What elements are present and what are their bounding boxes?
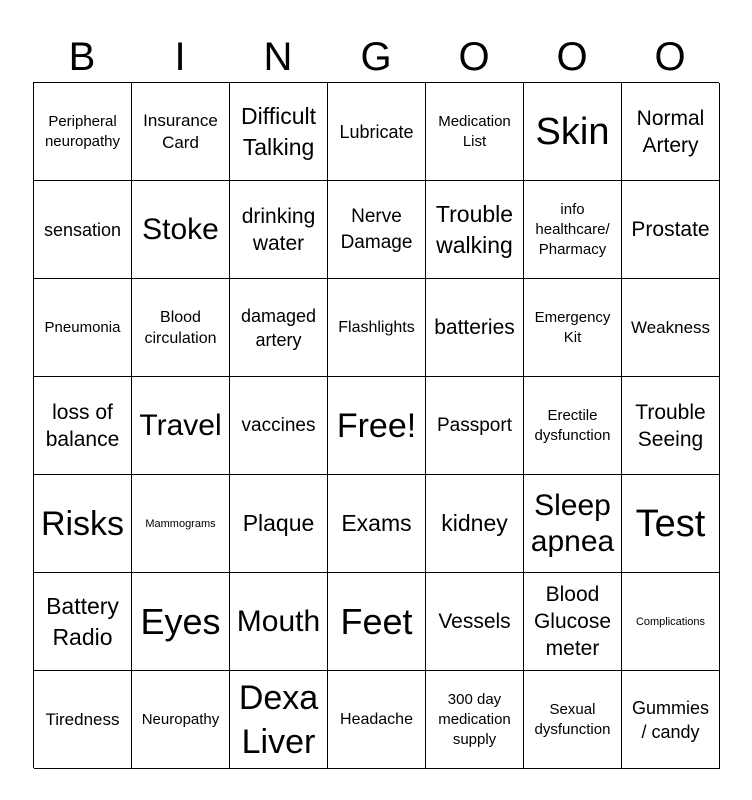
bingo-cell[interactable]: Neuropathy — [132, 671, 230, 769]
bingo-cell[interactable]: Stoke — [132, 181, 230, 279]
bingo-cell[interactable]: Weakness — [622, 279, 720, 377]
bingo-cell[interactable]: damaged artery — [230, 279, 328, 377]
bingo-cell[interactable]: Insurance Card — [132, 83, 230, 181]
bingo-cell[interactable]: Headache — [328, 671, 426, 769]
bingo-cell[interactable]: Battery Radio — [34, 573, 132, 671]
bingo-cell[interactable]: Sexual dysfunction — [524, 671, 622, 769]
bingo-cell[interactable]: Pneumonia — [34, 279, 132, 377]
bingo-grid — [33, 82, 719, 768]
bingo-cell[interactable]: Erectile dysfunction — [524, 377, 622, 475]
bingo-cell[interactable]: Emergency Kit — [524, 279, 622, 377]
bingo-cell[interactable]: Test — [622, 475, 720, 573]
bingo-cell[interactable]: Exams — [328, 475, 426, 573]
header-letter-4: G — [360, 35, 392, 79]
header-letter-1: B — [68, 35, 96, 79]
bingo-cell[interactable]: Passport — [426, 377, 524, 475]
header-letter-5: O — [458, 35, 490, 79]
bingo-cell[interactable]: Free! — [328, 377, 426, 475]
bingo-cell[interactable]: drinking water — [230, 181, 328, 279]
bingo-cell[interactable]: Tiredness — [34, 671, 132, 769]
bingo-cell[interactable]: Sleep apnea — [524, 475, 622, 573]
bingo-cell[interactable]: Flashlights — [328, 279, 426, 377]
header-letter-6: O — [556, 35, 588, 79]
bingo-cell[interactable]: Trouble Seeing — [622, 377, 720, 475]
bingo-cell[interactable]: Skin — [524, 83, 622, 181]
bingo-cell[interactable]: Mouth — [230, 573, 328, 671]
bingo-cell[interactable]: Travel — [132, 377, 230, 475]
bingo-cell[interactable]: 300 day medication supply — [426, 671, 524, 769]
bingo-cell[interactable]: sensation — [34, 181, 132, 279]
bingo-cell[interactable]: batteries — [426, 279, 524, 377]
bingo-cell[interactable]: Eyes — [132, 573, 230, 671]
bingo-cell[interactable]: Nerve Damage — [328, 181, 426, 279]
bingo-cell[interactable]: info healthcare/ Pharmacy — [524, 181, 622, 279]
bingo-cell[interactable]: Difficult Talking — [230, 83, 328, 181]
bingo-cell[interactable]: Prostate — [622, 181, 720, 279]
bingo-cell[interactable]: Lubricate — [328, 83, 426, 181]
header-letter-3: N — [263, 35, 293, 79]
bingo-cell[interactable]: Medication List — [426, 83, 524, 181]
bingo-cell[interactable]: Vessels — [426, 573, 524, 671]
bingo-cell[interactable]: Risks — [34, 475, 132, 573]
bingo-cell[interactable]: Trouble walking — [426, 181, 524, 279]
header-letter-2: I — [174, 35, 186, 79]
bingo-cell[interactable]: Blood circulation — [132, 279, 230, 377]
header-letter-7: O — [654, 35, 686, 79]
bingo-cell[interactable]: Mammograms — [132, 475, 230, 573]
bingo-cell[interactable]: Feet — [328, 573, 426, 671]
bingo-cell[interactable]: Complications — [622, 573, 720, 671]
bingo-cell[interactable]: Peripheral neuropathy — [34, 83, 132, 181]
bingo-header — [33, 34, 719, 80]
bingo-cell[interactable]: loss of balance — [34, 377, 132, 475]
bingo-cell[interactable]: Gummies / candy — [622, 671, 720, 769]
bingo-cell[interactable]: Normal Artery — [622, 83, 720, 181]
bingo-cell[interactable]: Dexa Liver — [230, 671, 328, 769]
bingo-cell[interactable]: Blood Glucose meter — [524, 573, 622, 671]
bingo-cell[interactable]: kidney — [426, 475, 524, 573]
bingo-cell[interactable]: Plaque — [230, 475, 328, 573]
bingo-cell[interactable]: vaccines — [230, 377, 328, 475]
